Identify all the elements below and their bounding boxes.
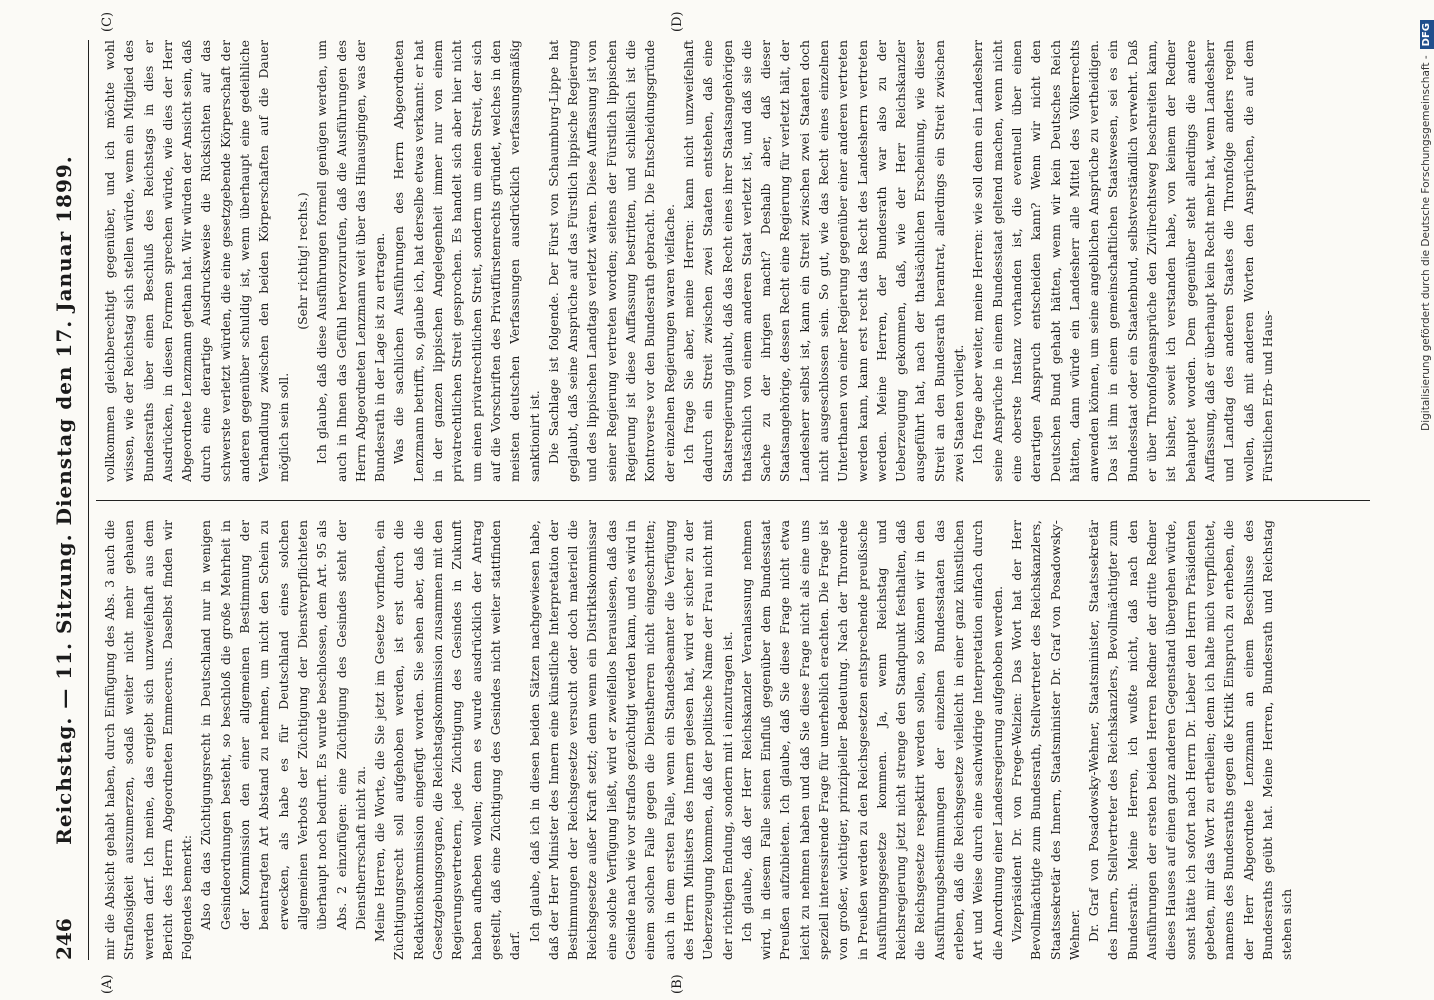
page-title: Reichstag. — 11. Sitzung. Dienstag den 17. Januar 1899. xyxy=(52,155,76,845)
margin-marker-b: (B) xyxy=(670,974,685,994)
page-number: 246 xyxy=(52,918,76,960)
paragraph: Ich glaube, daß der Herr Reichskanzler Veranlassung nehmen wird, in diesem Falle seinen Einfluß gegenüber dem Bundesstaat Preußen aufzubieten. Ich glaube, daß Sie diese Frage nicht etwa leicht zu nehmen haben und daß Sie diese Frage nicht als eine uns speziell interessirende Frage für unerheblich erachten. Die Frage ist von großer, wichtiger, prinzipieller Bedeutung. Nach der Thronrede in Preußen werden zu den Reichsgesetzen entsprechende preußische Ausführungsgesetze kommen. Ja, wenn Reichstag und Reichsregierung jetzt nicht strenge den Standpunkt festhalten, daß die Reichsgesetze respektirt werden sollen, so können wir in den Ausführungsbestimmungen der einzelnen Bundesstaaten das erleben, daß die Reichsgesetze vielleicht in einer ganz künstlichen Art und Weise durch eine sachwidrige Interpretation einfach durch die Anordnung einer Landesregierung aufgehoben werden. xyxy=(738,520,1005,960)
margin-marker-d: (D) xyxy=(670,11,685,32)
speaker-paragraph: Dr. Graf von Posadowsky-Wehner, Staatsminister, Staatssekretär des Innern, Stellvertreter des Reichskanzlers, Bevollmächtigter zum Bundesrath: Meine Herren, ich wußte nicht, daß nach den Ausführungen der ersten beiden Herren Redner der dritte Redner dieses Hauses auf einen ganz anderen Gegenstand übergehen würde, sonst hätte ich sofort nach Herrn Dr. Lieber den Herrn Präsidenten gebeten, mir das Wort zu ertheilen; denn ich halte mich verpflichtet, namens des Bundesraths gegen die Kritik Einspruch zu erheben, die der Herr Abgeordnete Lenzmann an einem Beschlusse des Bundesraths geübt hat. Meine Herren, Bundesrath und Reichstag stehen sich xyxy=(1086,520,1295,960)
paragraph: Die Sachlage ist folgende. Der Fürst von Schaumburg-Lippe hat geglaubt, daß seine Ansprüche auf das Fürstlich lippische Regierung und des lippischen Landtags verletzt wären. Diese Auffassung ist von seiner Regierung vertreten worden; seitens der Fürstlich lippischen Regierung ist diese Auffassung bestritten, und schließlich ist die Kontroverse vor den Bundesrath gebracht. Die Entscheidungsgründe der einzelnen Regierungen waren vielfache. xyxy=(545,40,677,482)
paragraph: Was die sachlichen Ausführungen des Herrn Abgeordneten Lenzmann betrifft, so, glaube ich, hat derselbe etwas verkannt: er hat in der ganzen lippischen Angelegenheit immer nur von einem privatrechtlichen Streit gesprochen. Es handelt sich aber hier nicht um einen privatrechtlichen Streit, sondern um einen Streit, der sich auf die Vorschriften des Privatfürstenrechts gründet, welches in den meisten deutschen Verfassungen ausdrücklich verfassungsmäßig sanktionirt ist. xyxy=(391,40,542,482)
paragraph: Ich glaube, daß diese Ausführungen formell genügen werden, um auch in Ihnen das Gefühl hervorzurufen, daß die Ausführungen des Herrn Abgeordneten Lenzmann weit über das Hinausgingen, was der Bundesrath in der Lage ist zu ertragen. xyxy=(314,40,388,482)
paragraph: Ich frage Sie aber, meine Herren: kann nicht unzweifelhaft dadurch ein Streit zwischen zwei Staaten entstehen, daß eine Staatsregierung glaubt, daß das Recht eines ihrer Staatsangehörigen thatsächlich von einem anderen Staat verletzt ist, und daß sie die Sache zu der ihrigen macht? Deshalb aber, daß dieser Staatsangehörige, dessen Recht eine Regierung für verletzt hält, der Landesherr selbst ist, kann ein Streit zwischen zwei Staaten doch nicht ausgeschlossen sein. So gut, wie das Recht eines einzelnen Unterthanen von einer Regierung gegenüber einer anderen vertreten werden kann, kann erst recht das Recht des Landesherrn vertreten werden. Meine Herren, der Bundesrath war also zu der Ueberzeugung gekommen, daß, wie der Herr Reichskanzler ausgeführt hat, nach der thatsächlichen Erscheinung, wie dieser Streit an den Bundesrath herantrat, allerdings ein Streit zwischen zwei Staaten vorliegt. xyxy=(680,40,967,482)
interjection: (Sehr richtig! rechts.) xyxy=(294,192,310,330)
paragraph: Meine Herren, die Worte, die Sie jetzt im Gesetze vorfinden, ein Züchtigungsrecht soll aufgehoben werden, ist erst durch die Redaktionskommission eingefügt worden. Sie sehen aber, daß die Gesetzgebungsorgane, die Reichstagskommission zusammen mit den Regierungsvertretern, jede Züchtigung des Gesindes in Zukunft haben aufheben wollen; denn es wurde ausdrücklich der Antrag gestellt, daß eine Züchtigung des Gesindes nicht weiter stattfinden darf. xyxy=(372,520,523,960)
header-rule xyxy=(88,40,89,960)
paragraph: vollkommen gleichberechtigt gegenüber, und ich möchte wohl wissen, wie der Reichstag sich stellen würde, wenn ein Mitglied des Bundesraths über einen Beschluß des Reichstags in dies er Ausdrücken, in diesen Formen sprechen würde, wie dies der Herr Abgeordnete Lenzmann gethan hat. Wir würden der Ansicht sein, daß durch eine derartige Ausdrucksweise die Rücksichten auf das schwerste verletzt würden, die eine gesetzgebende Körperschaft der anderen gegenüber schuldig ist, wenn überhaupt eine gedeihliche Verhandlung zwischen den beiden Körperschaften auf die Dauer möglich sein soll. xyxy=(102,40,291,482)
column-divider xyxy=(96,500,1370,501)
left-column xyxy=(100,520,1370,960)
paragraph: Ich glaube, daß ich in diesen beiden Sätzen nachgewiesen habe, daß der Herr Minister des Innern eine künstliche Interpretation der Bestimmungen der Reichsgesetze versucht oder doch materiell die Reichsgesetze außer Kraft setzt; denn wenn ein Distriktskommissar eine solche Verfügung ließt, wird er zweifellos herauslesen, daß das Gesinde nach wie vor straflos gezüchtigt werden kann, und es wird in einem solchen Falle gegen die Dienstherren nicht eingeschritten; auch in dem ersten Falle, wenn ein Standesbeamter die Verfügung des Herrn Ministers des Innern gelesen hat, wird er sicher zu der Ueberzeugung kommen, daß der politische Name der Frau nicht mit der richtigen Endung, sondern mit i einzutragen ist. xyxy=(526,520,735,960)
margin-marker-c: (C) xyxy=(100,11,115,32)
right-column xyxy=(100,40,1370,482)
margin-marker-a: (A) xyxy=(100,974,115,994)
digitization-text: Digitalisierung gefördert durch die Deutsche Forschungsgemeinschaft - xyxy=(1420,55,1432,431)
digitization-notice xyxy=(1417,20,1434,980)
dfg-logo: DFG xyxy=(1420,20,1434,49)
quote-paragraph: Also da das Züchtigungsrecht in Deutschland nur in wenigen Gesindeordnungen besteht, so beschloß die große Mehrheit in der Kommission den einer allgemeinen Bestimmung der beantragten Art Abstand zu nehmen, um nicht den Schein zu erwecken, als habe es für Deutschland eines solchen allgemeinen Verbots der Züchtigung der Dienstverpflichteten überhaupt noch bedurft. Es wurde beschlossen, dem Art. 95 als Abs. 2 einzufügen: eine Züchtigung des Gesindes steht der Dienstherrschaft nicht zu. xyxy=(198,520,368,930)
page-header xyxy=(52,40,82,960)
speaker-paragraph: Vizepräsident Dr. von Frege-Welzien: Das Wort hat der Herr Bevollmächtigte zum Bundesrath, Stellvertreter des Reichskanzlers, Staatssekretär des Innern, Staatsminister Dr. Graf von Posadowsky-Wehner. xyxy=(1008,520,1082,960)
paragraph: Ich frage aber weiter, meine Herren: wie soll denn ein Landesherr seine Ansprüche in einem Bundesstaat geltend machen, wenn nicht eine oberste Instanz vorhanden ist, die eventuell über einen derartigen Anspruch entscheiden kann? Wenn wir nicht den Deutschen Bund gehabt hätten, wenn wir kein Deutsches Reich hätten, dann würde ein Landesherr alle Mittel des Völkerrechts anwenden können, um seine angeblichen Ansprüche zu vertheidigen. Das ist ihm in einem gemeinschaftlichen Staatswesen, sei es ein Bundesstaat oder ein Staatenbund, selbstverständlich verwehrt. Daß er über Thronfolgeansprüche den Zivilrechtsweg beschreiten kann, ist bisher, soweit ich verstanden habe, von keinem der Redner behauptet worden. Dem gegenüber steht allerdings die andere Auffassung, daß er überhaupt kein Recht mehr hat, wenn Landesherr und Landtag des anderen Staates die Thronfolge anders regeln wollen, daß mit anderen Worten den Ansprüchen, die auf dem Fürstlichen Erb- und Haus- xyxy=(970,40,1275,482)
paragraph: mir die Absicht gehabt haben, durch Einfügung des Abs. 3 auch die Straflosigkeit auszumerzen, sodaß weiter nicht mehr gehauen werden darf. Ich meine, das ergiebt sich unzweifelhaft aus dem Bericht des Herrn Abgeordneten Emmecerus. Daselbst finden wir Folgendes bemerkt: xyxy=(102,520,195,960)
digitization-sidebar xyxy=(1416,0,1434,1000)
